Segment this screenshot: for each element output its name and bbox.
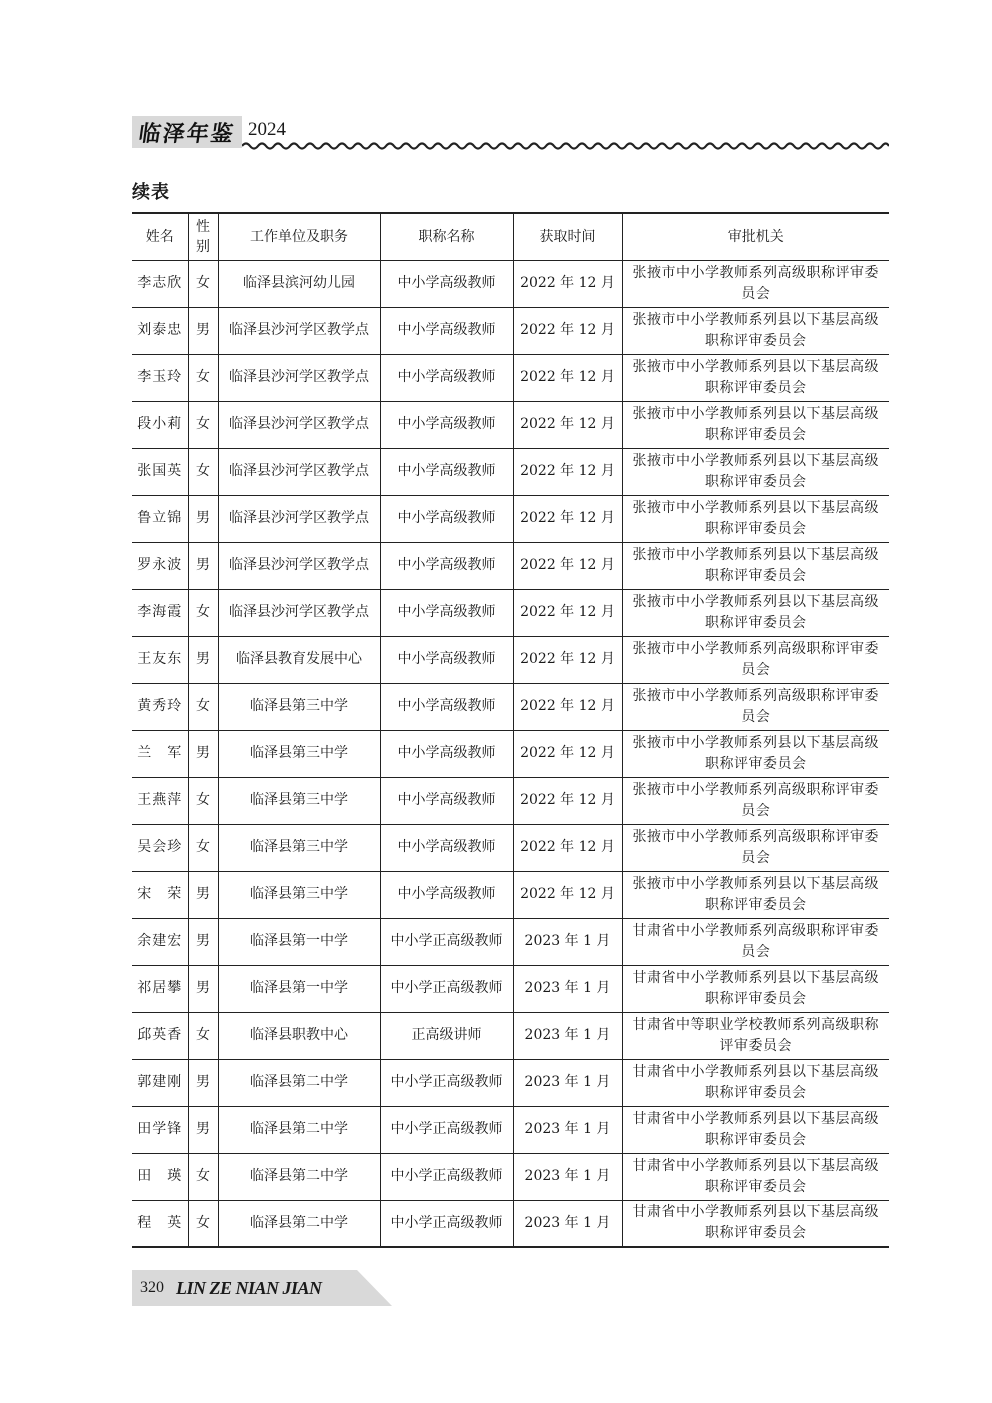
cell-gender: 女 [188,448,218,495]
cell-unit: 临泽县第一中学 [218,965,380,1012]
cell-authority: 甘肃省中小学教师系列县以下基层高级职称评审委员会 [622,1059,889,1106]
table-row [132,354,889,401]
cell-date: 2022 年 12 月 [513,401,622,448]
cell-unit: 临泽县第一中学 [218,918,380,965]
cell-gender: 女 [188,1200,218,1247]
cell-name: 田学锋 [132,1106,188,1153]
column-header-gender [188,213,218,260]
table-row [132,965,889,1012]
cell-title: 中小学高级教师 [380,636,513,683]
page-footer [132,1270,392,1306]
cell-title: 中小学高级教师 [380,589,513,636]
cell-gender: 男 [188,965,218,1012]
cell-name: 宋 荣 [132,871,188,918]
cell-authority: 张掖市中小学教师系列县以下基层高级职称评审委员会 [622,589,889,636]
column-header-name: 姓名 [132,213,188,260]
cell-unit: 临泽县沙河学区教学点 [218,589,380,636]
cell-title: 正高级讲师 [380,1012,513,1059]
cell-unit: 临泽县滨河幼儿园 [218,260,380,307]
cell-date: 2022 年 12 月 [513,448,622,495]
table-row [132,542,889,589]
cell-unit: 临泽县第三中学 [218,683,380,730]
column-header-unit: 工作单位及职务 [218,213,380,260]
cell-gender: 男 [188,730,218,777]
table-row [132,871,889,918]
cell-unit: 临泽县教育发展中心 [218,636,380,683]
cell-gender: 男 [188,495,218,542]
table-row [132,683,889,730]
cell-date: 2023 年 1 月 [513,1153,622,1200]
cell-gender: 女 [188,1153,218,1200]
cell-name: 田 瑛 [132,1153,188,1200]
cell-date: 2023 年 1 月 [513,1200,622,1247]
table-row [132,260,889,307]
cell-gender: 女 [188,260,218,307]
cell-date: 2022 年 12 月 [513,260,622,307]
table-row [132,918,889,965]
cell-authority: 甘肃省中小学教师系列县以下基层高级职称评审委员会 [622,1106,889,1153]
cell-name: 余建宏 [132,918,188,965]
table-row [132,1153,889,1200]
cell-title: 中小学高级教师 [380,307,513,354]
cell-name: 祁居攀 [132,965,188,1012]
cell-date: 2022 年 12 月 [513,542,622,589]
cell-date: 2022 年 12 月 [513,871,622,918]
cell-gender: 女 [188,683,218,730]
cell-authority: 张掖市中小学教师系列县以下基层高级职称评审委员会 [622,871,889,918]
yearbook-logo [132,116,242,148]
cell-date: 2023 年 1 月 [513,1059,622,1106]
cell-gender: 男 [188,1106,218,1153]
table-body [132,260,889,1247]
header-wave-rule [242,140,889,152]
cell-authority: 张掖市中小学教师系列县以下基层高级职称评审委员会 [622,307,889,354]
table-row [132,589,889,636]
cell-gender: 女 [188,401,218,448]
header-year: 2024 [248,119,286,140]
cell-date: 2022 年 12 月 [513,589,622,636]
cell-name: 鲁立锦 [132,495,188,542]
table-row [132,1106,889,1153]
cell-unit: 临泽县沙河学区教学点 [218,307,380,354]
cell-authority: 甘肃省中小学教师系列县以下基层高级职称评审委员会 [622,1153,889,1200]
cell-date: 2022 年 12 月 [513,824,622,871]
cell-gender: 男 [188,1059,218,1106]
cell-date: 2023 年 1 月 [513,918,622,965]
cell-name: 程 英 [132,1200,188,1247]
cell-authority: 甘肃省中小学教师系列高级职称评审委员会 [622,918,889,965]
cell-title: 中小学高级教师 [380,260,513,307]
cell-authority: 张掖市中小学教师系列高级职称评审委员会 [622,683,889,730]
cell-gender: 男 [188,918,218,965]
cell-unit: 临泽县第三中学 [218,730,380,777]
section-title: 续表 [132,182,170,203]
cell-date: 2023 年 1 月 [513,1012,622,1059]
cell-unit: 临泽县第二中学 [218,1059,380,1106]
cell-name: 黄秀玲 [132,683,188,730]
cell-date: 2022 年 12 月 [513,307,622,354]
page-header [132,116,889,152]
cell-gender: 女 [188,777,218,824]
cell-authority: 张掖市中小学教师系列县以下基层高级职称评审委员会 [622,495,889,542]
table-row [132,777,889,824]
cell-unit: 临泽县第三中学 [218,824,380,871]
cell-authority: 张掖市中小学教师系列县以下基层高级职称评审委员会 [622,401,889,448]
cell-title: 中小学高级教师 [380,730,513,777]
table-row [132,448,889,495]
title-approval-table [132,212,889,1248]
column-header-date: 获取时间 [513,213,622,260]
table-row [132,1059,889,1106]
cell-date: 2022 年 12 月 [513,354,622,401]
cell-authority: 张掖市中小学教师系列高级职称评审委员会 [622,260,889,307]
cell-name: 李玉玲 [132,354,188,401]
cell-gender: 男 [188,542,218,589]
cell-title: 中小学正高级教师 [380,1153,513,1200]
cell-unit: 临泽县沙河学区教学点 [218,448,380,495]
cell-name: 张国英 [132,448,188,495]
column-header-gender-text: 性 别 [196,218,210,255]
cell-unit: 临泽县第二中学 [218,1106,380,1153]
cell-name: 吴会珍 [132,824,188,871]
cell-authority: 甘肃省中小学教师系列县以下基层高级职称评审委员会 [622,1200,889,1247]
cell-name: 刘泰忠 [132,307,188,354]
cell-unit: 临泽县职教中心 [218,1012,380,1059]
yearbook-logo-text: 临泽年鉴 [136,121,237,147]
table-row [132,730,889,777]
cell-title: 中小学高级教师 [380,542,513,589]
cell-unit: 临泽县第二中学 [218,1153,380,1200]
cell-date: 2023 年 1 月 [513,1106,622,1153]
table-header-row [132,213,889,260]
cell-authority: 甘肃省中小学教师系列县以下基层高级职称评审委员会 [622,965,889,1012]
cell-unit: 临泽县第三中学 [218,871,380,918]
cell-name: 兰 军 [132,730,188,777]
cell-unit: 临泽县沙河学区教学点 [218,495,380,542]
cell-title: 中小学正高级教师 [380,1106,513,1153]
cell-gender: 男 [188,636,218,683]
cell-title: 中小学高级教师 [380,354,513,401]
table-row [132,307,889,354]
cell-unit: 临泽县第三中学 [218,777,380,824]
cell-title: 中小学正高级教师 [380,965,513,1012]
cell-name: 李海霞 [132,589,188,636]
cell-authority: 张掖市中小学教师系列高级职称评审委员会 [622,636,889,683]
cell-gender: 男 [188,871,218,918]
cell-unit: 临泽县沙河学区教学点 [218,401,380,448]
cell-authority: 甘肃省中等职业学校教师系列高级职称评审委员会 [622,1012,889,1059]
cell-authority: 张掖市中小学教师系列县以下基层高级职称评审委员会 [622,354,889,401]
cell-authority: 张掖市中小学教师系列县以下基层高级职称评审委员会 [622,730,889,777]
table-row [132,824,889,871]
cell-unit: 临泽县沙河学区教学点 [218,542,380,589]
cell-title: 中小学高级教师 [380,448,513,495]
cell-date: 2022 年 12 月 [513,683,622,730]
cell-gender: 女 [188,589,218,636]
column-header-authority: 审批机关 [622,213,889,260]
publication-name: LIN ZE NIAN JIAN [176,1278,322,1298]
cell-date: 2022 年 12 月 [513,777,622,824]
cell-name: 王友东 [132,636,188,683]
cell-gender: 女 [188,1012,218,1059]
cell-authority: 张掖市中小学教师系列高级职称评审委员会 [622,777,889,824]
table-row [132,495,889,542]
cell-title: 中小学高级教师 [380,777,513,824]
cell-date: 2022 年 12 月 [513,636,622,683]
cell-unit: 临泽县第二中学 [218,1200,380,1247]
cell-name: 王燕萍 [132,777,188,824]
cell-name: 段小莉 [132,401,188,448]
table-row [132,1012,889,1059]
cell-gender: 女 [188,824,218,871]
table-row [132,636,889,683]
cell-unit: 临泽县沙河学区教学点 [218,354,380,401]
cell-name: 李志欣 [132,260,188,307]
cell-authority: 张掖市中小学教师系列县以下基层高级职称评审委员会 [622,448,889,495]
column-header-title: 职称名称 [380,213,513,260]
cell-date: 2022 年 12 月 [513,495,622,542]
cell-name: 郭建刚 [132,1059,188,1106]
cell-name: 邱英香 [132,1012,188,1059]
page-number: 320 [140,1279,164,1296]
table-row [132,1200,889,1247]
table-row [132,401,889,448]
cell-gender: 男 [188,307,218,354]
cell-title: 中小学正高级教师 [380,1200,513,1247]
cell-title: 中小学正高级教师 [380,918,513,965]
cell-title: 中小学高级教师 [380,683,513,730]
cell-date: 2023 年 1 月 [513,965,622,1012]
cell-title: 中小学高级教师 [380,401,513,448]
cell-title: 中小学高级教师 [380,871,513,918]
cell-gender: 女 [188,354,218,401]
cell-title: 中小学正高级教师 [380,1059,513,1106]
cell-date: 2022 年 12 月 [513,730,622,777]
cell-title: 中小学高级教师 [380,824,513,871]
cell-authority: 张掖市中小学教师系列县以下基层高级职称评审委员会 [622,542,889,589]
cell-title: 中小学高级教师 [380,495,513,542]
cell-authority: 张掖市中小学教师系列高级职称评审委员会 [622,824,889,871]
cell-name: 罗永波 [132,542,188,589]
